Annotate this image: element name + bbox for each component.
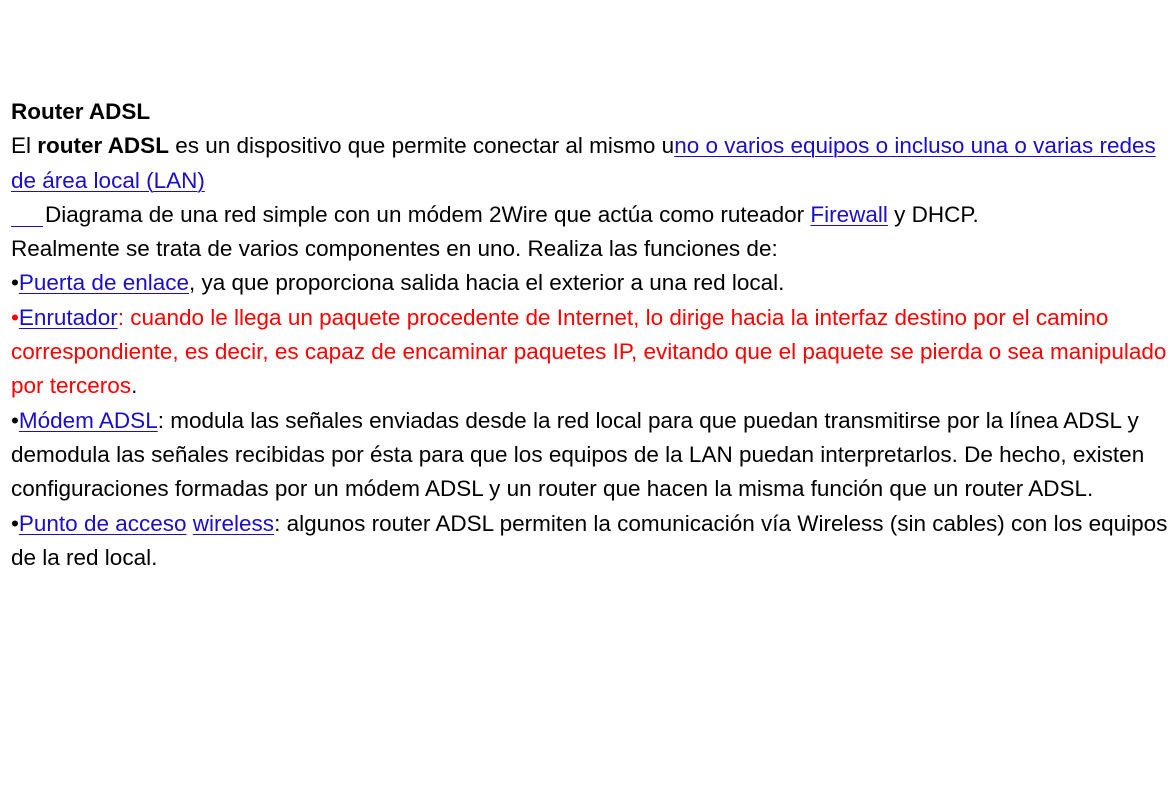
summary-paragraph: Realmente se trata de varios componentes en uno. Realiza las funciones de: [11, 236, 778, 262]
document-title [11, 95, 1169, 129]
bullet-mark: • [11, 270, 19, 296]
router-link[interactable]: Enrutador [18, 304, 118, 330]
bullet-mark: • [11, 407, 19, 433]
lan-link[interactable]: no o varios equipos o incluso una o varias redes de área local (LAN) [11, 133, 1156, 193]
bullet-mark: • [11, 304, 19, 330]
modem-link[interactable]: Módem ADSL [18, 407, 158, 433]
access-point-text: : algunos router ADSL permiten la comunicación vía Wireless (sin cables) con los equipos de la red local. [11, 510, 1168, 570]
diagram-and: y DHCP. [887, 201, 979, 227]
router-end: . [131, 373, 138, 399]
diagram-text: Diagrama de una red simple con un módem 2Wire que actúa como ruteador [45, 201, 811, 227]
modem-text: : modula las señales enviadas desde la red local para que puedan transmitirse por la línea ADSL y demodula las señales recibidas por ésta para que los equipos de la LAN puedan interpretarlos. De hecho, existen configuraciones formadas por un módem ADSL y un router que hacen la misma función que un router ADSL. [11, 407, 1145, 502]
image-link[interactable] [11, 200, 43, 227]
title-text: Router ADSL [11, 99, 151, 124]
wireless-link[interactable]: wireless [192, 510, 275, 536]
document-body [11, 95, 1169, 575]
intro-bold-term: router ADSL [37, 133, 169, 159]
bullet-gateway [11, 266, 1169, 300]
router-text: : cuando le llega un paquete procedente de Internet, lo dirige hacia la interfaz destino por el camino correspondiente, es decir, es capaz de encaminar paquetes IP, evitando que el paquete se pierda o sea manipulado por terceros [11, 304, 1167, 399]
bullet-mark: • [11, 510, 19, 536]
access-point-link[interactable]: Punto de acceso [18, 510, 187, 536]
gateway-link[interactable]: Puerta de enlace [18, 270, 190, 296]
bullet-access-point [11, 507, 1169, 576]
intro-prefix: El [11, 133, 38, 159]
bullet-modem [11, 404, 1169, 507]
intro-middle: es un dispositivo que permite conectar al mismo u [168, 133, 675, 159]
intro-paragraph [11, 129, 1169, 198]
bullet-router [11, 301, 1169, 404]
firewall-link[interactable]: Firewall [810, 201, 888, 227]
diagram-caption [11, 198, 1169, 232]
gateway-text: , ya que proporciona salida hacia el exterior a una red local. [189, 270, 785, 296]
